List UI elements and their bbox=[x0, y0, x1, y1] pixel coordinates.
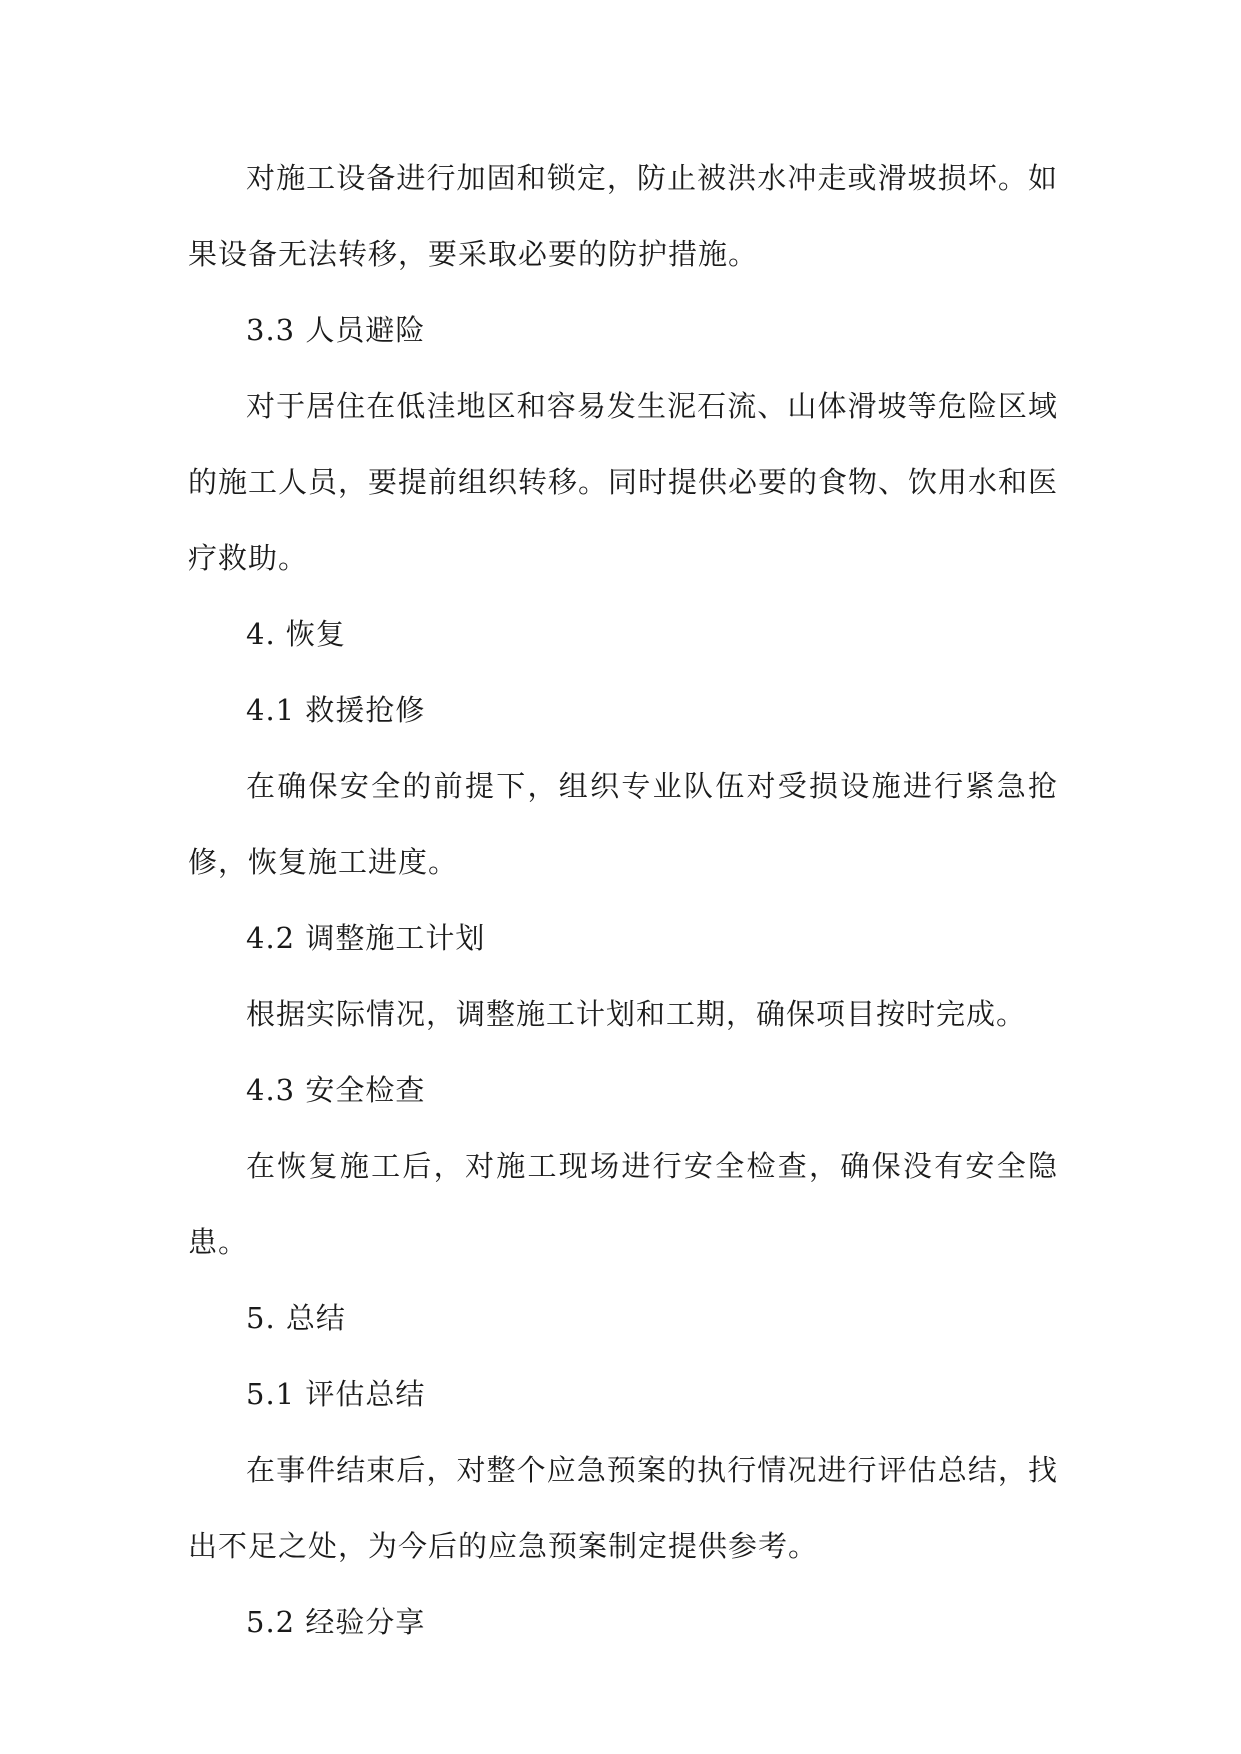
paragraph-equipment-protection: 对施工设备进行加固和锁定，防止被洪水冲走或滑坡损坏。如果设备无法转移，要采取必要的防护措施。 bbox=[188, 161, 1058, 271]
section-heading-4-1: 4.1 救援抢修 bbox=[246, 693, 426, 727]
section-heading-4-2: 4.2 调整施工计划 bbox=[246, 921, 486, 955]
paragraph-safety-inspection: 在恢复施工后，对施工现场进行安全检查，确保没有安全隐患。 bbox=[188, 1149, 1058, 1259]
section-heading-4-3: 4.3 安全检查 bbox=[246, 1073, 426, 1107]
document-body bbox=[188, 140, 1058, 1660]
section-heading-5-2: 5.2 经验分享 bbox=[246, 1605, 426, 1639]
paragraph-adjust-plan: 根据实际情况，调整施工计划和工期，确保项目按时完成。 bbox=[246, 997, 1027, 1031]
section-heading-4: 4. 恢复 bbox=[246, 617, 346, 651]
paragraph-personnel-evacuation: 对于居住在低洼地区和容易发生泥石流、山体滑坡等危险区域的施工人员，要提前组织转移。同时提供必要的食物、饮用水和医疗救助。 bbox=[188, 389, 1059, 575]
paragraph-evaluation-summary: 在事件结束后，对整个应急预案的执行情况进行评估总结，找出不足之处，为今后的应急预案制定提供参考。 bbox=[188, 1453, 1058, 1563]
paragraph-rescue-repair: 在确保安全的前提下，组织专业队伍对受损设施进行紧急抢修，恢复施工进度。 bbox=[188, 769, 1058, 879]
section-heading-5: 5. 总结 bbox=[246, 1301, 346, 1335]
section-heading-3-3: 3.3 人员避险 bbox=[246, 313, 426, 347]
section-heading-5-1: 5.1 评估总结 bbox=[246, 1377, 426, 1411]
